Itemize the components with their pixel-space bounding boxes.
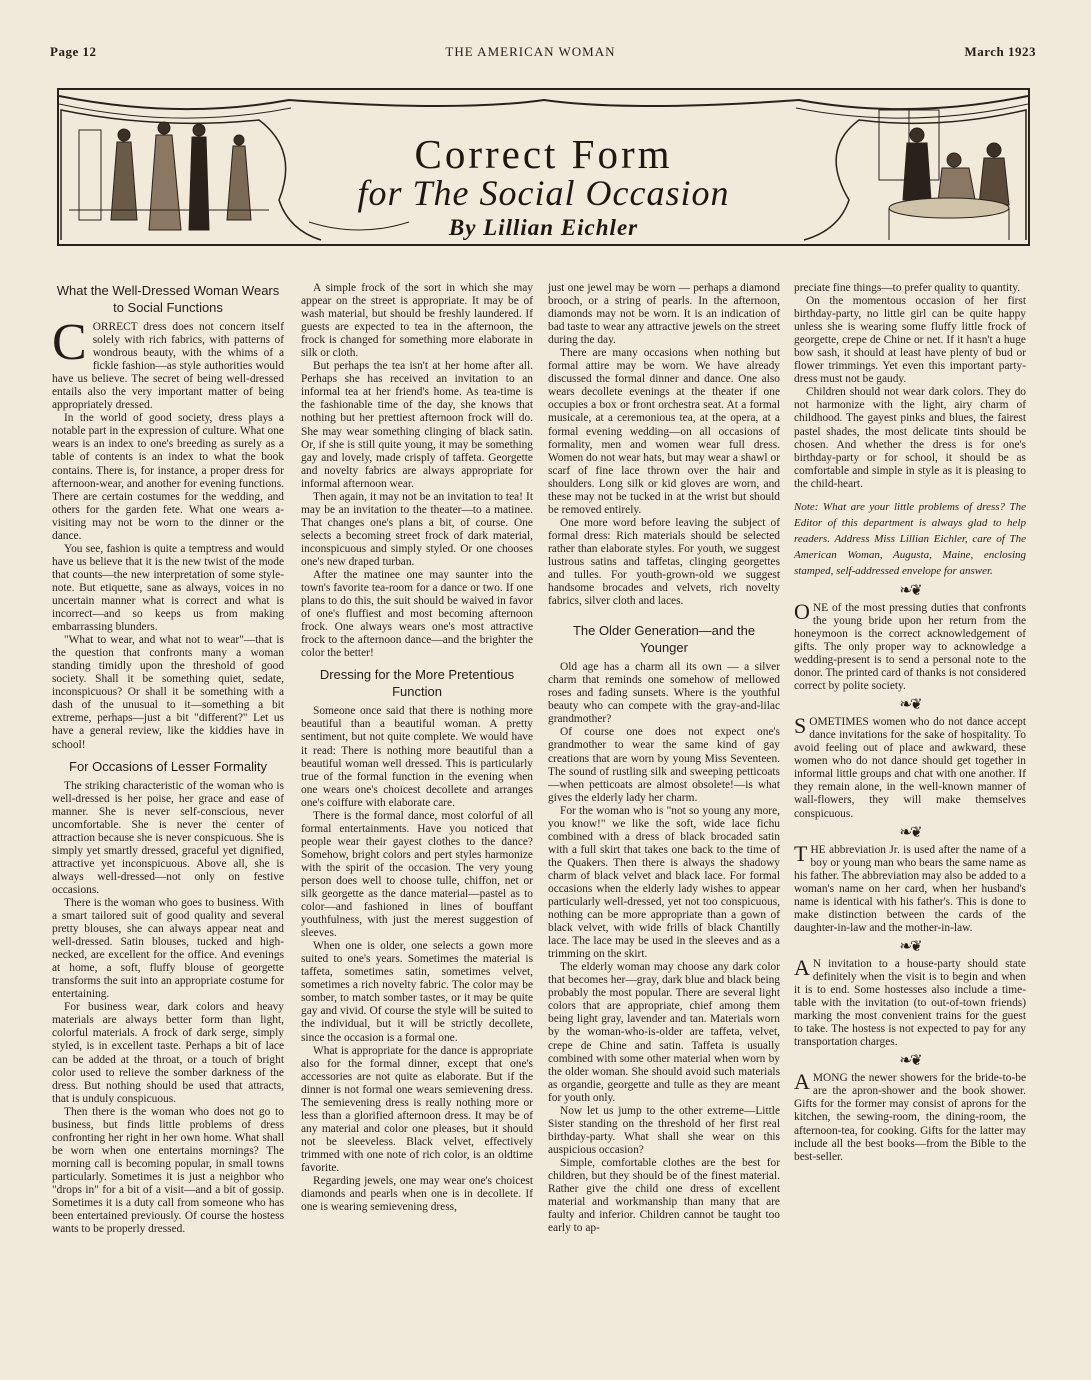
article-title: Correct Form	[414, 131, 673, 177]
paragraph: Children should not wear dark colors. They do not harmonize with the light, airy charm of childhood. The gayest pinks and blues, the fairest pastel shades, the most delicate tints should be chosen. And whether the dress is for one's birthday-party or for school, it should be as comfortable and simple in style as it is pleasing to the child-heart.	[794, 386, 1026, 490]
paragraph: On the momentous occasion of her first birthday-party, no little girl can be quite happy unless she is wearing some fluffy little frock of georgette, crepe de Chine or net. If it hasn't a huge bow sash, it should at least have plenty of bud or flower trimmings. Yet even this important party-dress must not be gaudy.	[794, 295, 1026, 386]
paragraph: There is the woman who goes to business. With a smart tailored suit of good quality and several pretty blouses, she can always appear neat and well-dressed. Satin blouses, tucked and high-necked, are excellent for the office. And evenings at home, a soft, fluffy blouse of georgette transforms the suit into an appropriate costume for entertaining.	[52, 896, 284, 1001]
paragraph: "What to wear, and what not to wear"—that is the question that confronts many a woman standing timidly upon the threshold of good society. Shall it be something quiet, sedate, inconspicuous? Or shall it be something with a dash of the unusual to it—something a bit extreme, perhaps—just a bit "different?" Let us have a general review, like the kiddies have in school!	[52, 634, 284, 751]
paragraph: Someone once said that there is nothing more beautiful than a beautiful woman. A pretty sentiment, but not quite complete. We would have it read: There is nothing more beautiful than a beautiful woman well dressed. This is particularly true of the formal function in the evening when one wears one's choicest decollete and arranges one's coiffure with elaborate care.	[301, 705, 533, 809]
paragraph: just one jewel may be worn — perhaps a diamond brooch, or a string of pearls. In the afternoon, diamonds may not be worn. It is an indication of bad taste to wear any attractive jewels on the street during the day.	[548, 282, 780, 347]
issue-date: March 1923	[964, 44, 1036, 59]
paragraph: Then there is the woman who does not go to business, but finds little problems of dress confronting her right in her own home. What shall be worn when one entertains mornings? The morning call is becoming popular, in small towns particularly. Sometimes it is just a neighbor who "drops in" for a bit of a visit—and a bit of gossip. Sometimes it is a duty call from someone who has been entertained previously. Of course the hostess wants to be properly dressed.	[52, 1105, 284, 1236]
paragraph: For business wear, dark colors and heavy materials are always better form than light, colorful materials. A frock of dark serge, simply styled, is in excellent taste. Perhaps a bit of lace can be added at the throat, or a touch of bright color used to relieve the somber darkness of the dress. But nothing should be used that attracts, that is unduly conspicuous.	[52, 1001, 284, 1105]
paragraph: After the matinee one may saunter into the town's favorite tea-room for a dance or two. If one plans to do this, the suit should be waived in favor of one's fluffiest and most becoming afternoon frock. One always wears one's most attractive frock to the afternoon dance—and the brighter the color the better!	[301, 569, 533, 660]
paragraph: What is appropriate for the dance is appropriate also for the formal dinner, except that one's accessories are not quite as elaborate. But if the dinner is not formal one wears semievening dress. The semievening dress is really nothing more or less than a glorified afternoon dress. It may be of any material and color one pleases, but it should not be sleeveless. Black velvet, effectively trimmed with one note of rich color, is an oldtime favorite.	[301, 1044, 533, 1174]
paragraph: Simple, comfortable clothes are the best for children, but they should be of the finest material. Rather give the child one dress of excellent material and workmanship than many that are faulty and inferior. Children cannot be taught too early to ap-	[548, 1156, 780, 1235]
ornament-icon: ❧❦	[899, 824, 921, 841]
initial-cap: O	[794, 598, 810, 624]
initial-cap: A	[794, 954, 810, 980]
ornament-icon: ❧❦	[899, 697, 921, 714]
initial-cap: T	[794, 840, 808, 866]
page-number: Page 12	[50, 44, 97, 59]
column-3	[548, 282, 780, 1235]
section-heading: The Older Generation—and the Younger	[572, 623, 756, 656]
paragraph: When one is older, one selects a gown more suited to one's years. Sometimes the material is taffeta, sometimes satin, sometimes velvet, sometimes a rich novelty fabric. The color may be somber, to match somber tastes, or it may be quite gay and vivid. Of course the style will be suited to the individual, but it will be strictly decollete, since the occasion is a formal one.	[301, 940, 533, 1044]
article-byline: By Lillian Eichler	[448, 215, 639, 240]
etiquette-item: SOMETIMES women who do not dance accept dance invitations for the sake of hospitality. To avoid feeling out of place and awkward, these women who do not dance should get together in informal little groups and chat with one another. If they remain alone, in the well-known manner of wall-flowers, they will make themselves conspicuous.	[794, 713, 1026, 820]
etiquette-item: A N invitation to a house-party should state definitely when the visit is to begin and when it is to end. Some hostesses also include a time-table with the invitation (to out-of-town friends) marking the most convenient trains for the guest to take. The hostess is not expected to pay for any transportation charges.	[794, 954, 1026, 1049]
running-header	[50, 44, 1036, 60]
section-heading: Dressing for the More Pretentious Function	[319, 667, 515, 700]
initial-cap: A	[794, 1069, 810, 1095]
column-1	[52, 282, 284, 1236]
paragraph: Regarding jewels, one may wear one's choicest diamonds and pearls when one is in decollete. If one is wearing semievening dress,	[301, 1175, 533, 1214]
initial-cap: S	[794, 713, 807, 739]
paragraph: The elderly woman may choose any dark color that becomes her—gray, dark blue and black being probably the most popular. There are several light colors that are appropriate, chief among them being light gray, lavender and tan. Materials worn by the woman-who-is-older are taffeta, velvet, crepe de Chine and satin. Taffeta is usually combined with some other material when worn by the older woman. She should avoid such materials as organdie, georgette and tulle as they are meant for youth only.	[548, 961, 780, 1104]
paragraph: CORRECT dress does not concern itself solely with rich fabrics, with patterns of wondrous beauty, with the whims of a fickle fashion—as style authorities would have us believe. The secret of being well-dressed entails also the very important matter of being appropriately dressed.	[52, 314, 284, 412]
ornament-icon: ❧❦	[899, 582, 921, 599]
paragraph: The striking characteristic of the woman who is well-dressed is her poise, her grace and ease of manner. She is never self-conscious, never uncomfortable. She is never the center of attraction because she is never conspicuous. She is simply yet smartly dressed, graceful yet dignified, attractive yet inconspicuous. Above all, she is always well-dressed—not only on festive occasions.	[52, 779, 284, 896]
title-banner	[57, 88, 1030, 246]
editor-note: Note: What are your little problems of dress? The Editor of this department is always glad to help readers. Address Miss Lillian Eichler, care of The American Woman, Augusta, Maine, enclosing stamped, self-addressed envelope for answer.	[794, 500, 1026, 577]
ornament-icon: ❧❦	[899, 938, 921, 955]
paragraph: You see, fashion is quite a temptress and would have us believe that it is the new twist of the mode that counts—the new interpretation of some style-note. But etiquette, sane as always, voices in no uncertain manner what is correct and what is incorrect—and so keeps us from making embarrassing blunders.	[52, 542, 284, 634]
magazine-name: THE AMERICAN WOMAN	[445, 44, 616, 59]
ornament-icon: ❧❦	[899, 1053, 921, 1070]
etiquette-item: AMONG the newer showers for the bride-to-be are the apron-shower and the book shower. Gifts for the former may consist of aprons for the kitchen, the sewing-room, the dining-room, the afternoon-tea, for cooking. Gifts for the latter may include all the best books—from the Bible to the best-seller.	[794, 1069, 1026, 1163]
etiquette-item: ONE of the most pressing duties that confronts the young bride upon her return from the honeymoon is the correct acknowledgement of gifts. The only proper way to acknowledge a wedding-present is to send a personal note to the donor. The printed card of thanks is not considered correct by polite society.	[794, 598, 1026, 693]
paragraph: Then again, it may not be an invitation to tea! It may be an invitation to the theater—to a matinee. That changes one's plans a bit, of course. One selects a becoming street frock of dark material, inconspicuous and simply styled. Or one chooses one's new draped turban.	[301, 490, 533, 568]
etiquette-item: THE abbreviation Jr. is used after the name of a boy or young man who bears the same name as his father. The abbreviation may also be added to a woman's name on her card, when her husband's name is identical with his father's. This is done to make distinction between the cards of the daughter-in-law and the mother-in-law.	[794, 840, 1026, 934]
article-subtitle: for The Social Occasion	[357, 173, 730, 213]
paragraph: Of course one does not expect one's grandmother to wear the same kind of gay creations that are worn by young Miss Seventeen. The sound of rustling silk and sweeping petticoats—when petticoats are almost obsolete!—is what gives the elderly lady her charm.	[548, 726, 780, 804]
paragraph: There is the formal dance, most colorful of all formal entertainments. Have you noticed that people wear their gayest clothes to the dance? Somehow, bright colors and pert styles harmonize with the spirit of the occasion. The very young person does well to choose tulle, chiffon, net or silk georgette as the dance material—pastel as to color—and fashioned in lines of bouffant youthfulness, with just the merest suggestion of sleeves.	[301, 809, 533, 940]
column-2	[301, 282, 533, 1214]
column-4	[794, 282, 1026, 1164]
paragraph: Old age has a charm all its own — a silver charm that reminds one somehow of mellowed roses and fading sunsets. Where is the youthful beauty who can compete with the gray-and-lilac grandmother?	[548, 661, 780, 726]
paragraph: For the woman who is "not so young any more, you know!" we like the soft, wide lace fichu combined with a dress of black brocaded satin with a full skirt that takes one back to the time of the Quakers. Then there is always the shadowy charm of black velvet and black lace. For formal occasions when the elderly lady wishes to appear particularly well-dressed, yet not too conspicuous, nothing can be more appropriate than a gown of black velvet, with wide frills of black Chantilly lace. The lace may be used in the sleeves and as a trimming on the skirt.	[548, 804, 780, 961]
paragraph: preciate fine things—to prefer quality to quantity.	[794, 282, 1021, 294]
paragraph: A simple frock of the sort in which she may appear on the street is appropriate. It may be of wash material, but should be freshly laundered. If guests are expected to tea in the afternoon, the frock is changed for something more elaborate in silk or cloth.	[301, 282, 533, 360]
paragraph: There are many occasions when nothing but formal attire may be worn. We have already discussed the formal dinner and dance. One also wears decollete evenings at the theater if one occupies a box or front orchestra seat. At a formal musicale, at a ceremonious tea, at the opera, at a formal evening wedding—on all occasions of formality, men and women wear full dress. Women do not wear hats, but may wear a shawl or scarf of fine lace thrown over the hair and shoulders. Long silk or kid gloves are worn, and these may not be tucked in at the wrist but should be removed entirely.	[548, 347, 780, 516]
paragraph: One more word before leaving the subject of formal dress: Rich materials should be selected rather than elaborate styles. For youth, we suggest lustrous satins and taffetas, clinging georgettes and tulles. For youth-grown-old we suggest handsome brocades and velvets, rich novelty fabrics, silver cloth and laces.	[548, 516, 780, 608]
paragraph: But perhaps the tea isn't at her home after all. Perhaps she has received an invitation to an informal tea at her friend's home. As tea-time is the fashionable time of the day, she knows that nothing but her prettiest afternoon frock will do. She may wear something clinging of black satin. Or, if she is still quite young, it may be something gay and lovely, made crisply of taffeta. Georgette and novelty fabrics are always appropriate for informal afternoon wear.	[301, 360, 533, 490]
section-heading: For Occasions of Lesser Formality	[69, 758, 267, 774]
paragraph: In the world of good society, dress plays a notable part in the expression of culture. What one wears is an index to one's breeding as surely as a table of contents is an index to what the book contains. There is, for instance, a proper dress for afternoon-wear, and another for evening functions. There are certain costumes for the wedding, and others for the garden fete. What one wears a-visiting may not be worn to the dinner or the dance.	[52, 412, 284, 542]
drop-cap: C	[52, 314, 87, 371]
section-heading: What the Well-Dressed Woman Wears to Social Functions	[56, 283, 280, 315]
paragraph: Now let us jump to the other extreme—Little Sister standing on the threshold of her first real birthday-party. What shall she wear on this auspicious occasion?	[548, 1104, 780, 1156]
